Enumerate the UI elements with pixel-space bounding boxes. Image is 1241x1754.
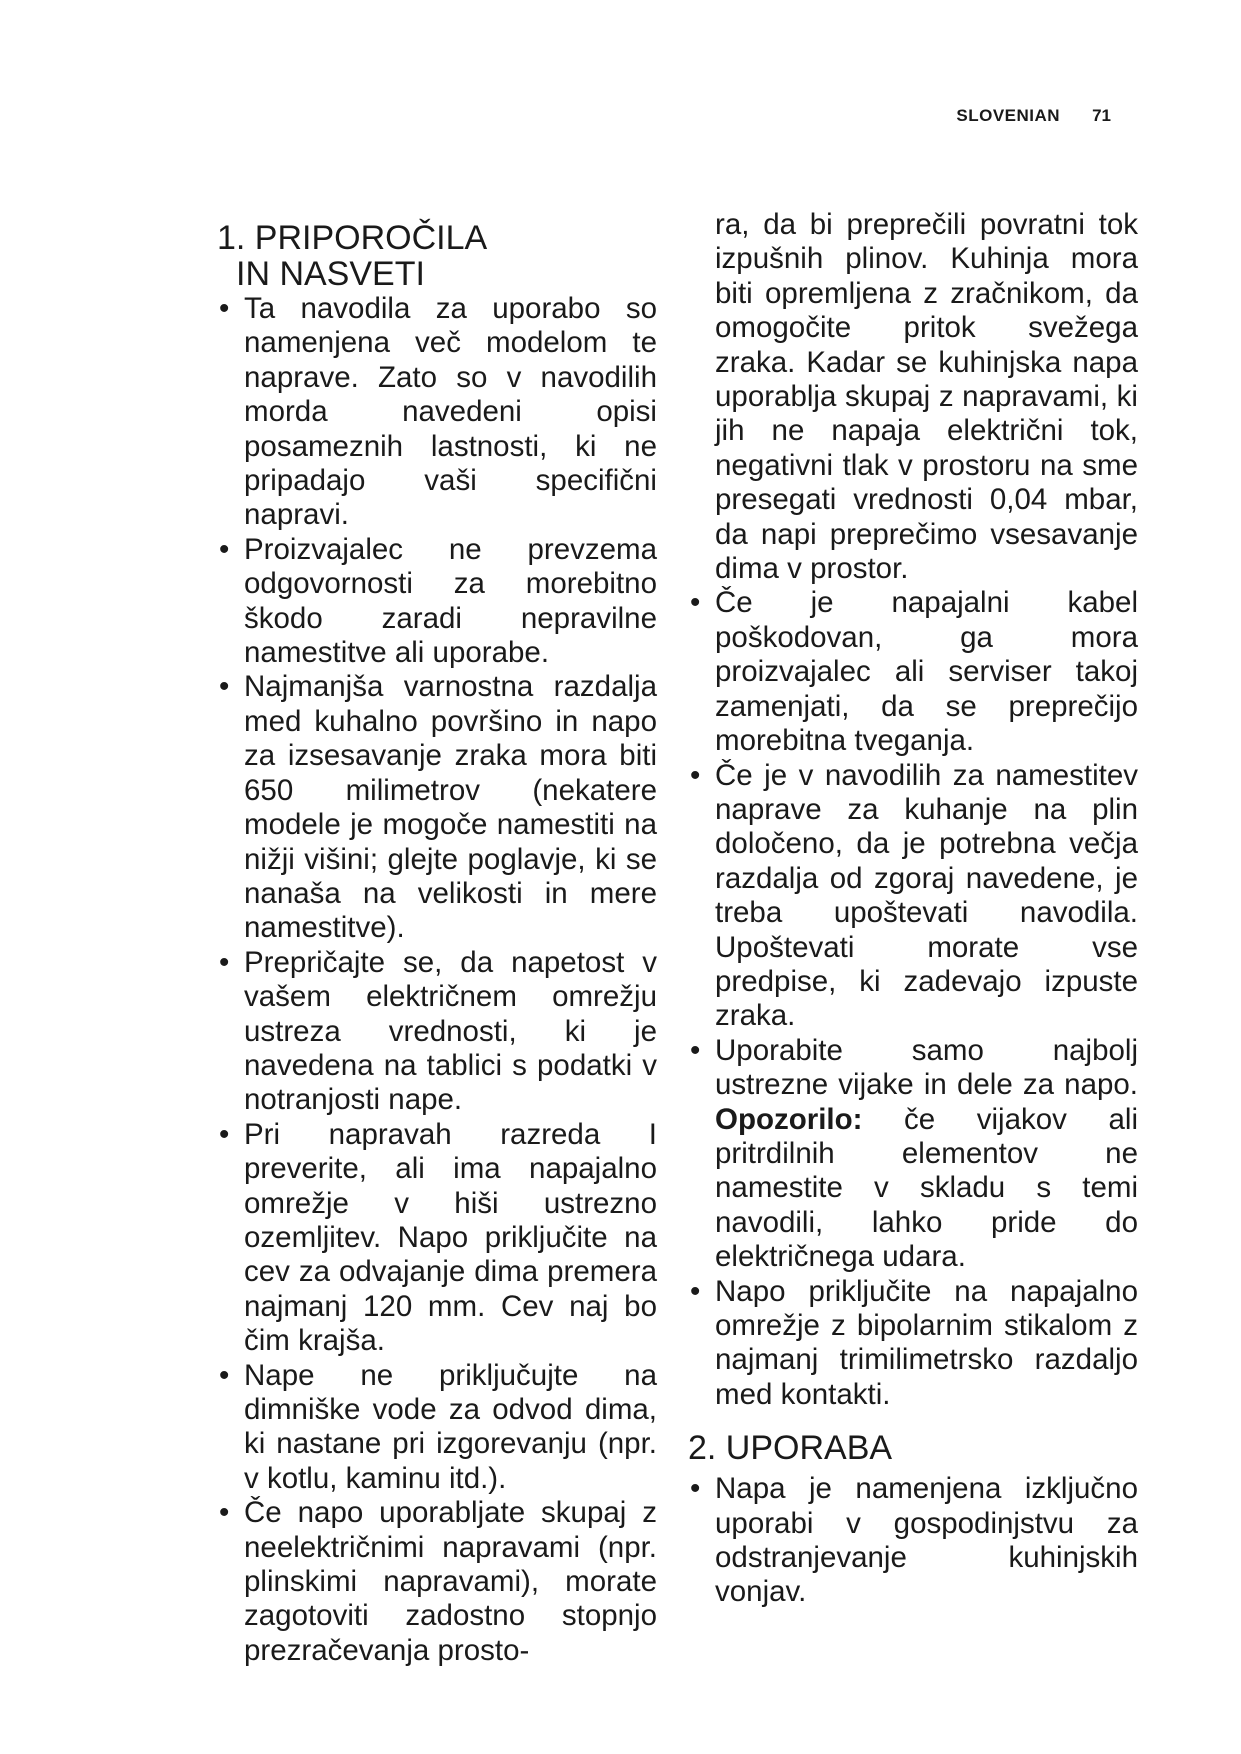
list-item: • Če je napajalni kabel poškodovan, ga mora proizvajalec ali serviser takoj zamenjati, da se preprečijo morebitna tveganja. bbox=[688, 586, 1138, 758]
list-item: • Nape ne priključujte na dimniške vode za odvod dima, ki nastane pri izgorevanju (npr. v kotlu, kaminu itd.). bbox=[217, 1359, 657, 1497]
list-item: • Ta navodila za uporabo so namenjena več modelom te naprave. Zato so v navodilih morda navedeni opisi posameznih lastnosti, ki ne pripadajo vaši specifični napravi. bbox=[217, 292, 657, 533]
ventilation-text-part1: Če napo uporabljate skupaj z neelektričnimi napravami (npr. plinskimi napravami), morate zagotoviti zadostno stopnjo prezračevanja prosto- bbox=[244, 1496, 657, 1667]
list-item-ventilation bbox=[217, 1496, 657, 1668]
list-item: • Če je v navodilih za namestitev naprave za kuhanje na plin določeno, da je potrebna večja razdalja od zgoraj navedene, je treba upoštevati navodila. Upoštevati morate vse predpise, ki zadevajo izpuste zraka. bbox=[688, 759, 1138, 1034]
language-label: SLOVENIAN bbox=[956, 106, 1061, 125]
list-item: • Najmanjša varnostna razdalja med kuhalno površino in napo za izsesavanje zraka mora biti 650 milimetrov (nekatere modele je mogoče namestiti na nižji višini; glejte poglavje, ki se nanaša na velikosti in mere namestitve). bbox=[217, 670, 657, 945]
list-item: • Pri napravah razreda I preverite, ali ima napajalno omrežje v hiši ustrezno ozemljitev. Napo priključite na cev za odvajanje dima premera najmanj 120 mm. Cev naj bo čim krajša. bbox=[217, 1118, 657, 1359]
ventilation-continued: ra, da bi preprečili povratni tok izpušnih plinov. Kuhinja mora biti opremljena z zračnikom, da omogočite pritok svežega zraka. Kadar se kuhinjska napa uporablja skupaj z napravami, ki jih ne napaja električni tok, negativni tlak v prostoru na sme presegati vrednosti 0,04 mbar, da napi preprečimo vsesavanje dima v prostor. bbox=[715, 208, 1138, 586]
page-header bbox=[956, 106, 1111, 126]
section-1-title-line2: IN NASVETI bbox=[236, 255, 425, 293]
warning-text: če vijakov ali pritrdilnih elementov ne namestite v skladu s temi navodili, lahko pride do električnega udara. bbox=[715, 1102, 1138, 1274]
list-item: • Napa je namenjena izključno uporabi v gospodinjstvu za odstranjevanje kuhinjskih vonjav. bbox=[688, 1472, 1138, 1610]
warning-label: Opozorilo: bbox=[715, 1102, 863, 1136]
section-1-title-line1: 1. PRIPOROČILA bbox=[217, 219, 488, 257]
section-2-title: 2. UPORABA bbox=[688, 1429, 893, 1468]
right-column bbox=[688, 208, 1138, 1610]
list-item: • Napo priključite na napajalno omrežje z bipolarnim stikalom z najmanj trimilimetrsko razdaljo med kontakti. bbox=[688, 1275, 1138, 1413]
list-item: • Proizvajalec ne prevzema odgovornosti za morebitno škodo zaradi nepravilne namestitve ali uporabe. bbox=[217, 533, 657, 671]
left-column bbox=[217, 208, 657, 1668]
list-item: • Prepričajte se, da napetost v vašem električnem omrežju ustreza vrednosti, ki je navedena na tablici s podatki v notranjosti nape. bbox=[217, 946, 657, 1118]
page-number: 71 bbox=[1092, 106, 1111, 125]
section-1-title bbox=[217, 220, 657, 292]
screws-text: Uporabite samo najbolj ustrezne vijake in dele za napo. bbox=[715, 1033, 1138, 1102]
list-item-screws bbox=[688, 1034, 1138, 1275]
